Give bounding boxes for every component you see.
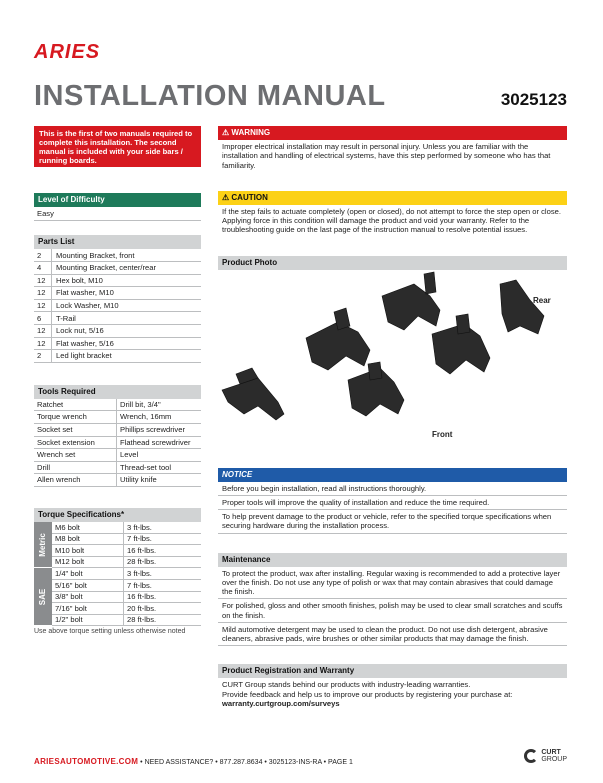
registration-heading: Product Registration and Warranty (218, 664, 567, 678)
maintenance-item: For polished, gloss and other smooth finishes, polish may be used to clear small scratches and scuffs on the finish. (218, 599, 567, 623)
difficulty-value: Easy (34, 207, 201, 221)
bolt-size: M12 bolt (52, 557, 124, 568)
tool-name: Thread-set tool (120, 462, 172, 472)
torque-row (52, 568, 201, 580)
page-title: INSTALLATION MANUAL (34, 80, 386, 112)
part-qty: 4 (34, 262, 52, 274)
tool-name: Ratchet (34, 399, 117, 411)
page-footer (34, 757, 353, 768)
torque-row (52, 545, 201, 557)
parts-row (34, 300, 201, 313)
parts-list (34, 249, 201, 362)
torque-row (52, 592, 201, 604)
tool-name: Wrench, 16mm (120, 412, 172, 422)
parts-list-heading: Parts List (34, 235, 201, 249)
notice-item: To help prevent damage to the product or vehicle, refer to the specified torque specifications when securing hardware during the installation process. (218, 510, 567, 534)
tools-table (34, 399, 201, 487)
part-qty: 2 (34, 350, 52, 362)
parts-row (34, 287, 201, 300)
torque-row (52, 615, 201, 627)
bracket-shape (222, 378, 284, 420)
tool-name: Utility knife (120, 475, 157, 485)
bolt-size: 1/2" bolt (52, 615, 124, 626)
bracket-shape (368, 362, 382, 380)
bolt-size: M10 bolt (52, 545, 124, 556)
tool-name: Drill (34, 462, 117, 474)
tools-row (34, 437, 201, 450)
footer-info: • NEED ASSISTANCE? • 877.287.8634 • 3025123-INS-RA • PAGE 1 (138, 759, 353, 766)
right-column (218, 126, 567, 710)
maintenance-item: To protect the product, wax after installing. Regular waxing is recommended to add a protective layer over the finish. Do not use any type of polish or wax that may contain abrasives that could damage the finish. (218, 567, 567, 600)
tool-name: Allen wrench (34, 474, 117, 486)
maintenance-heading: Maintenance (218, 553, 567, 567)
parts-row (34, 338, 201, 351)
tools-heading: Tools Required (34, 385, 201, 399)
torque-heading: Torque Specifications* (34, 508, 201, 522)
bracket-illustration (218, 270, 567, 456)
torque-value: 3 ft-lbs. (127, 568, 152, 578)
bolt-size: 3/8" bolt (52, 592, 124, 603)
tool-name: Phillips screwdriver (120, 425, 185, 435)
product-photo-heading: Product Photo (218, 256, 567, 270)
front-label: Front (432, 429, 453, 439)
torque-row (52, 557, 201, 569)
parts-row (34, 325, 201, 338)
part-desc: Mounting Bracket, front (56, 250, 135, 260)
bracket-shape (500, 280, 544, 334)
caution-heading (218, 191, 567, 205)
bracket-shape (424, 272, 436, 294)
tools-row (34, 449, 201, 462)
part-desc: Lock nut, 5/16 (56, 326, 104, 336)
curt-logo-icon (524, 749, 538, 763)
part-desc: Mounting Bracket, center/rear (56, 263, 157, 273)
torque-value: 28 ft-lbs. (127, 615, 157, 625)
metric-label (34, 522, 52, 568)
torque-row (52, 522, 201, 534)
torque-value: 7 ft-lbs. (127, 580, 152, 590)
warning-text: Improper electrical installation may result in personal injury. Unless you are familiar with the installation and handling of electrical systems, have this step performed by someone who has that familiarity. (222, 142, 551, 170)
website-link[interactable]: ARIESAUTOMOTIVE.COM (34, 757, 139, 766)
torque-sae-group (34, 568, 201, 626)
metric-label-text: Metric (38, 532, 47, 557)
maintenance-item: Mild automotive detergent may be used to clean the product. Do not use dish detergent, abrasive cleaners, abrasive pads, wire brushes or other similar products that may damage the finish. (218, 623, 567, 647)
torque-row (52, 603, 201, 615)
sae-label-text: SAE (37, 588, 47, 606)
curt-logo-line: GROUP (541, 756, 567, 763)
part-qty: 12 (34, 338, 52, 350)
tool-name: Socket set (34, 424, 117, 436)
part-desc: T-Rail (56, 313, 76, 323)
tool-name: Torque wrench (34, 411, 117, 423)
torque-row (52, 534, 201, 546)
registration-text (218, 678, 567, 710)
tool-name: Drill bit, 3/4" (120, 399, 161, 409)
bracket-shape (456, 314, 470, 334)
tools-row (34, 424, 201, 437)
parts-row (34, 312, 201, 325)
notice-item: Before you begin installation, read all instructions thoroughly. (218, 482, 567, 496)
torque-footnote: Use above torque setting unless otherwise noted (34, 628, 186, 636)
curt-logo-line: CURT (541, 749, 561, 756)
parts-row (34, 350, 201, 363)
tool-name: Flathead screwdriver (120, 437, 191, 447)
aries-logo: ARIES (34, 41, 101, 63)
tool-name: Socket extension (34, 437, 117, 449)
torque-value: 20 ft-lbs. (127, 603, 157, 613)
torque-value: 3 ft-lbs. (127, 522, 152, 532)
tool-name: Wrench set (34, 449, 117, 461)
difficulty-heading: Level of Difficulty (34, 193, 201, 207)
bolt-size: M8 bolt (52, 534, 124, 545)
part-qty: 12 (34, 325, 52, 337)
bolt-size: M6 bolt (52, 522, 124, 533)
part-desc: Flat washer, 5/16 (56, 338, 114, 348)
parts-row (34, 275, 201, 288)
part-number: 3025123 (500, 90, 567, 109)
warning-icon: ⚠ (222, 128, 232, 137)
bolt-size: 5/16" bolt (52, 580, 124, 591)
warning-heading (218, 126, 567, 140)
bolt-size: 1/4" bolt (52, 568, 124, 579)
tools-row (34, 474, 201, 487)
sae-label (34, 568, 52, 626)
registration-line: CURT Group stands behind our products with industry-leading warranties. (222, 680, 471, 690)
torque-value: 16 ft-lbs. (127, 592, 157, 602)
caution-text: If the step fails to actuate completely (open or closed), do not attempt to force the step open or close. Applying force in this condition will damage the product and void your warranty. Refer to the troubleshooting guide on the last page of the instruction manual to resolve potential issues. (222, 206, 561, 235)
part-desc: Lock Washer, M10 (56, 300, 119, 310)
parts-row (34, 249, 201, 262)
curt-logo-text (541, 749, 567, 763)
tools-row (34, 462, 201, 475)
part-qty: 6 (34, 312, 52, 324)
part-desc: Led light bracket (56, 351, 112, 361)
part-qty: 2 (34, 249, 52, 261)
tools-row (34, 411, 201, 424)
torque-row (52, 580, 201, 592)
part-qty: 12 (34, 300, 52, 312)
left-column (34, 126, 201, 639)
tool-name: Level (120, 450, 139, 460)
notice-item: Proper tools will improve the quality of installation and reduce the time required. (218, 496, 567, 510)
two-manuals-note: This is the first of two manuals required to complete this installation. The second manual is included with your side bars / running boards. (34, 126, 201, 167)
registration-line: Provide feedback and help us to improve our products by registering your purchase at: (222, 689, 513, 699)
parts-row (34, 262, 201, 275)
registration-url[interactable]: warranty.curtgroup.com/surveys (222, 698, 340, 708)
notice-heading: NOTICE (218, 468, 567, 482)
torque-metric-group (34, 522, 201, 568)
warning-heading-text: WARNING (231, 128, 271, 137)
torque-value: 28 ft-lbs. (127, 557, 157, 567)
part-desc: Hex bolt, M10 (56, 275, 103, 285)
part-qty: 12 (34, 275, 52, 287)
part-desc: Flat washer, M10 (56, 288, 114, 298)
product-photo (218, 270, 567, 456)
caution-heading-text: CAUTION (231, 192, 268, 202)
caution-icon: ⚠ (222, 192, 232, 202)
torque-value: 16 ft-lbs. (127, 545, 157, 555)
rear-label: Rear (533, 295, 551, 305)
curt-group-logo (524, 749, 567, 763)
bolt-size: 7/16" bolt (52, 603, 124, 614)
tools-row (34, 399, 201, 412)
torque-value: 7 ft-lbs. (127, 534, 152, 544)
part-qty: 12 (34, 287, 52, 299)
